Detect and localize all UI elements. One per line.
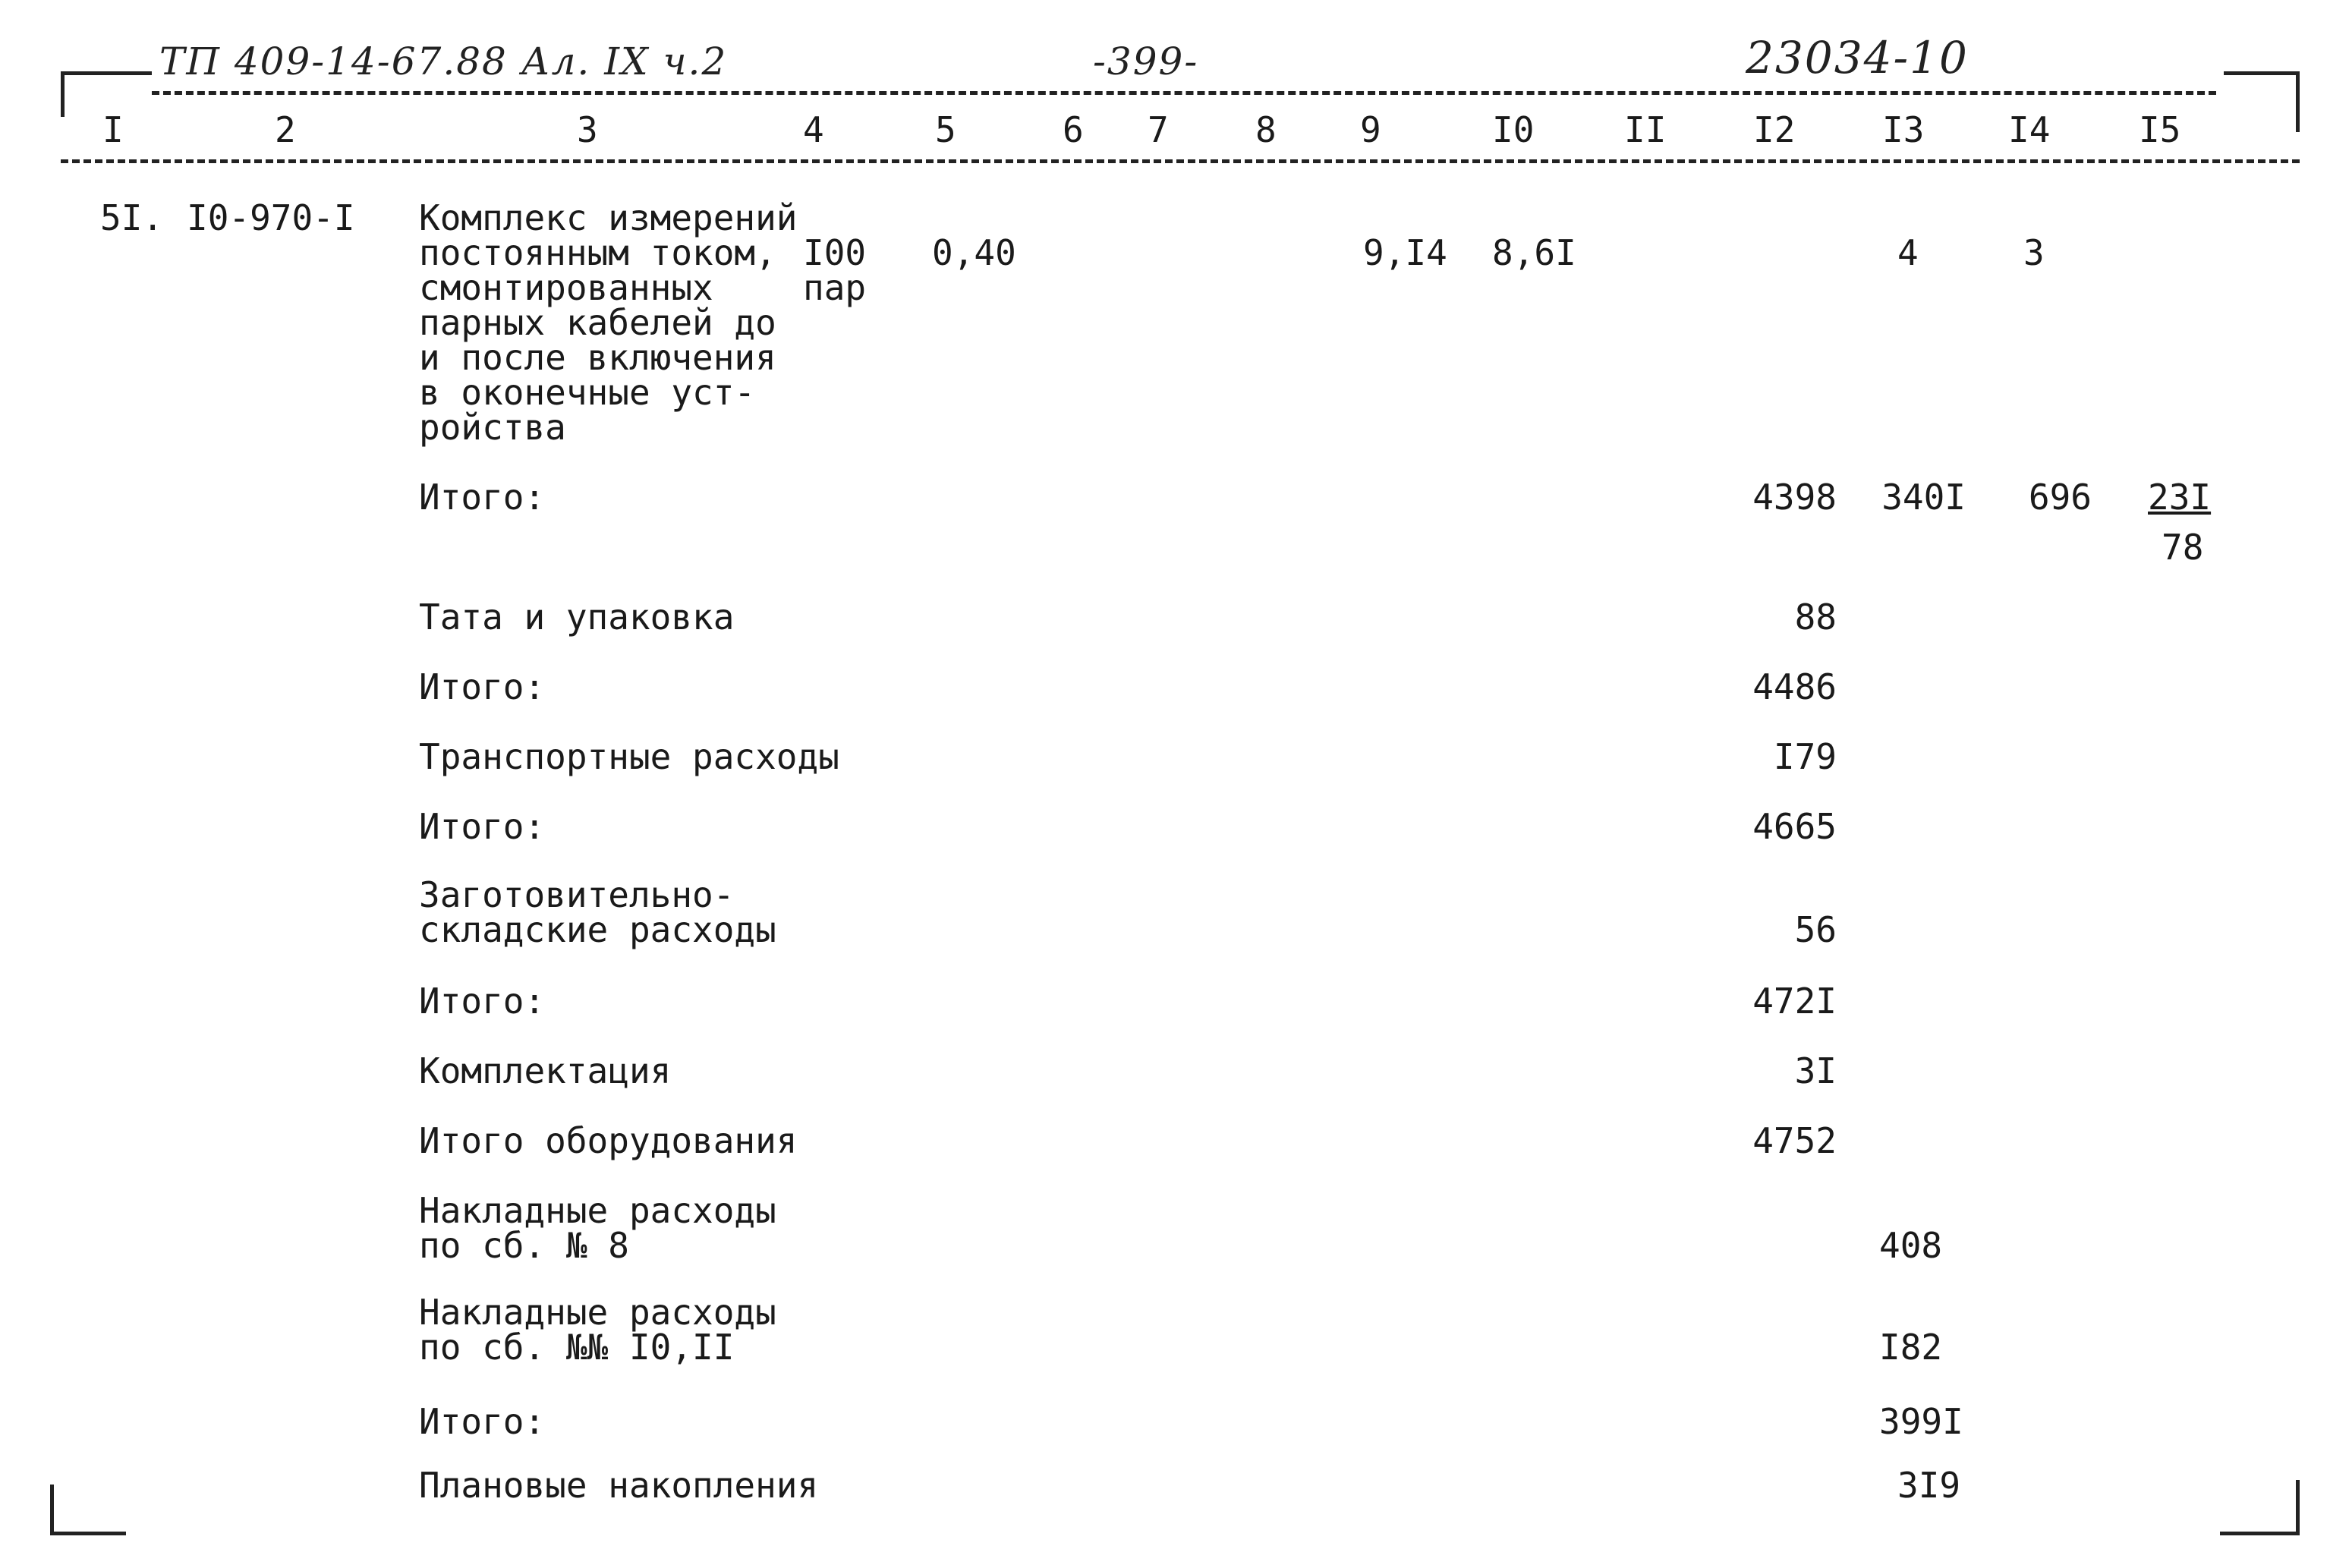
item-col9-value: 9,I4 xyxy=(1363,232,1447,273)
summary-col13-value: 408 xyxy=(1879,1225,1943,1266)
column-number: 3 xyxy=(577,109,598,150)
summary-col12-value: 4665 xyxy=(1752,806,1837,847)
summary-label: Транспортные расходы xyxy=(419,736,839,777)
summary-col12-value: I79 xyxy=(1773,736,1837,777)
summary-col13-value: 340I xyxy=(1881,477,1966,518)
column-number: II xyxy=(1624,109,1667,150)
summary-label: Итого оборудования xyxy=(419,1120,798,1161)
summary-label: Плановые накопления xyxy=(419,1465,819,1506)
item-name-line: ройства xyxy=(419,407,566,448)
frame-bottom-left-horizontal xyxy=(50,1532,126,1535)
frame-bottom-left-vertical xyxy=(50,1485,54,1535)
summary-label-line: по сб. № 8 xyxy=(419,1225,629,1266)
item-col14-value: 3 xyxy=(2023,232,2045,273)
item-number: 5I. xyxy=(100,197,164,238)
summary-col13-value: I82 xyxy=(1879,1327,1943,1368)
doc-code: ТП 409-14-67.88 Ал. IX ч.2 xyxy=(159,39,728,83)
item-name xyxy=(419,197,798,448)
item-col13-value: 4 xyxy=(1897,232,1919,273)
summary-col12-value: 3I xyxy=(1794,1050,1837,1091)
column-number: 2 xyxy=(275,109,296,150)
summary-col12-value: 4486 xyxy=(1752,666,1837,707)
archive-number: 23034-10 xyxy=(1746,32,1969,83)
column-number: I xyxy=(102,109,124,150)
item-name-line: парных кабелей до xyxy=(419,302,776,343)
column-number: 9 xyxy=(1360,109,1381,150)
summary-label: Итого: xyxy=(419,666,546,707)
summary-label-line: Накладные расходы xyxy=(419,1190,776,1231)
column-number: I3 xyxy=(1882,109,1925,150)
summary-col13-value: 399I xyxy=(1879,1401,1963,1442)
item-col10-value: 8,6I xyxy=(1492,232,1576,273)
item-unit-quantity: I00 xyxy=(803,232,867,273)
page-number: -399- xyxy=(1093,39,1199,83)
item-col5-value: 0,40 xyxy=(932,232,1016,273)
column-number: I2 xyxy=(1753,109,1796,150)
frame-top-left xyxy=(61,71,152,75)
frame-right-tick xyxy=(2296,71,2300,132)
frame-top-right xyxy=(2224,71,2300,75)
summary-label-line: Накладные расходы xyxy=(419,1292,776,1333)
summary-col14-value: 696 xyxy=(2028,477,2092,518)
summary-label: Итого: xyxy=(419,981,546,1022)
summary-col12-value: 4398 xyxy=(1752,477,1837,518)
header-rule-top xyxy=(152,91,2216,95)
summary-col15-bottom: 78 xyxy=(2162,527,2204,568)
summary-label-line: по сб. №№ I0,II xyxy=(419,1327,735,1368)
column-number: 5 xyxy=(935,109,956,150)
column-number: I0 xyxy=(1492,109,1535,150)
summary-col15-top: 23I xyxy=(2148,477,2212,518)
summary-label: Комплектация xyxy=(419,1050,672,1091)
column-number: I4 xyxy=(2008,109,2051,150)
item-code: I0-970-I xyxy=(187,197,355,238)
column-number: 8 xyxy=(1255,109,1277,150)
summary-col12-value: 56 xyxy=(1794,909,1837,950)
column-number: 7 xyxy=(1148,109,1169,150)
summary-col13-value: 3I9 xyxy=(1897,1465,1961,1506)
item-name-line: постоянным током, xyxy=(419,232,776,273)
item-name-line: в оконечные уст- xyxy=(419,372,756,413)
summary-col12-value: 4752 xyxy=(1752,1120,1837,1161)
header-rule-bottom xyxy=(61,159,2300,163)
summary-label: Итого: xyxy=(419,806,546,847)
column-number: 4 xyxy=(803,109,824,150)
item-name-line: смонтированных xyxy=(419,267,713,308)
summary-label: Итого: xyxy=(419,477,546,518)
column-number: I5 xyxy=(2139,109,2181,150)
item-unit: пар xyxy=(803,267,867,308)
summary-label-line: Заготовительно- xyxy=(419,874,735,915)
summary-col12-value: 88 xyxy=(1794,597,1837,638)
item-name-line: Комплекс измерений xyxy=(419,197,798,238)
frame-left-tick xyxy=(61,71,65,117)
summary-label: Тата и упаковка xyxy=(419,597,735,638)
item-name-line: и после включения xyxy=(419,337,776,378)
summary-col12-value: 472I xyxy=(1752,981,1837,1022)
column-number: 6 xyxy=(1063,109,1084,150)
summary-label-line: складские расходы xyxy=(419,909,776,950)
frame-bottom-right-vertical xyxy=(2296,1480,2300,1535)
summary-label: Итого: xyxy=(419,1401,546,1442)
frame-bottom-right-horizontal xyxy=(2220,1532,2300,1535)
